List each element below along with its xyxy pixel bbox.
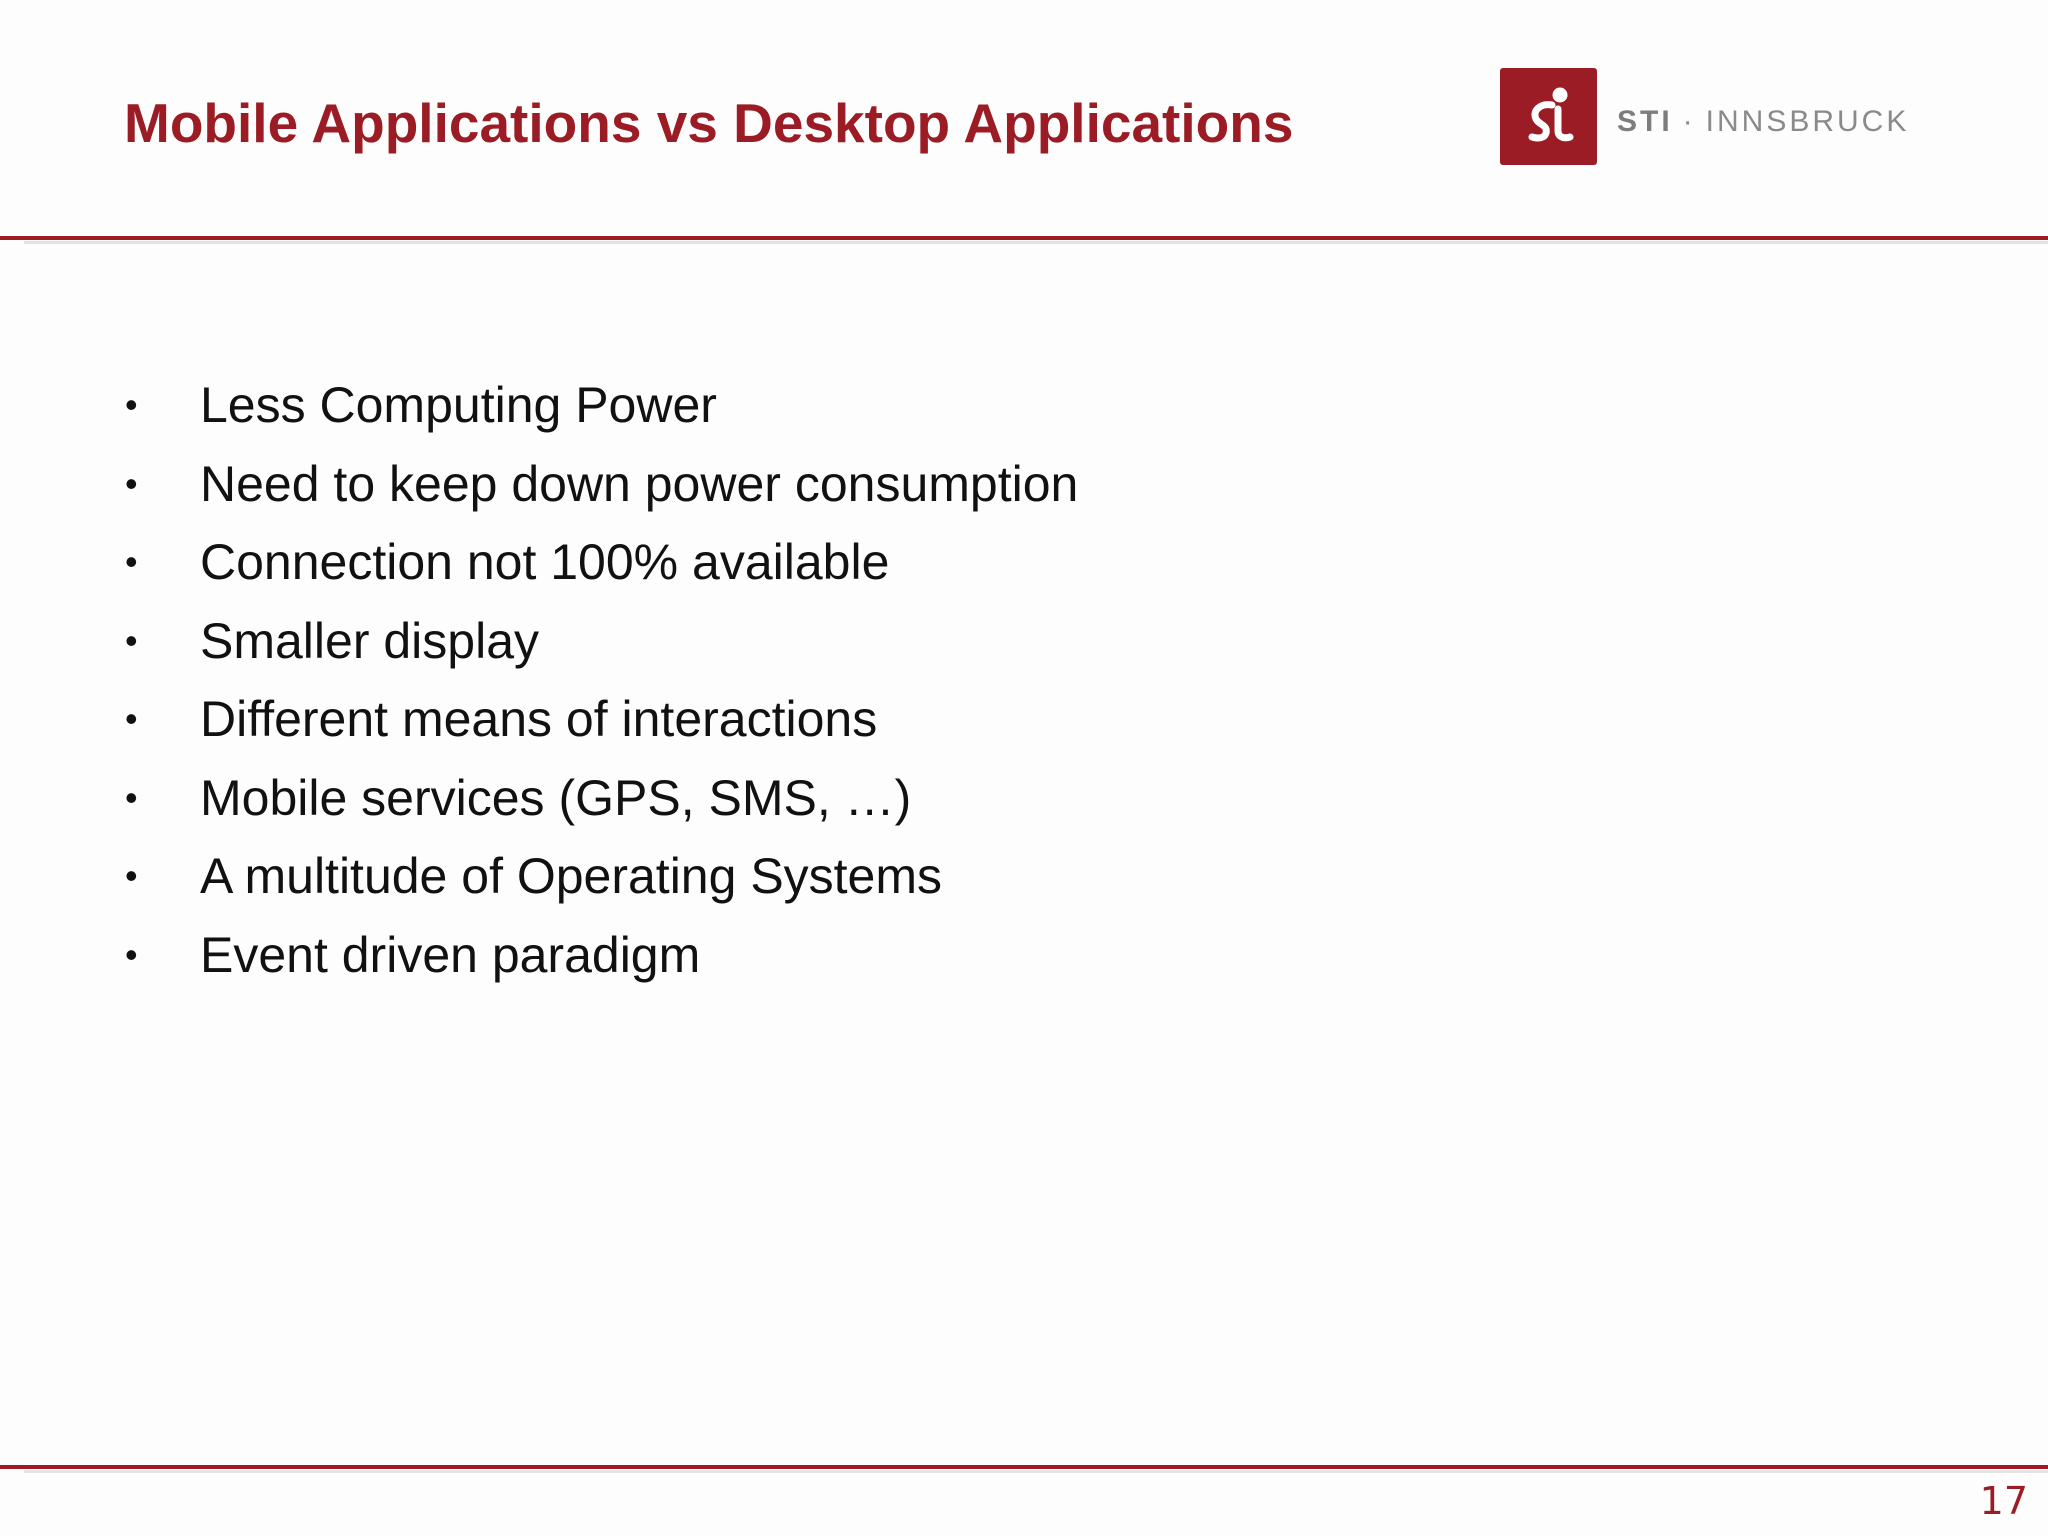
logo-separator: · [1682,105,1696,138]
list-item [120,916,1078,995]
bullet-icon: • [125,462,138,504]
list-item [120,759,1078,838]
list-item [120,445,1078,524]
bullet-text: Connection not 100% available [200,534,890,591]
bullet-icon: • [125,776,138,818]
list-item [120,680,1078,759]
header-divider [0,236,2048,240]
page-number: 17 [1979,1479,2028,1523]
bullet-list [120,366,1078,994]
list-item [120,837,1078,916]
sti-innsbruck-logo [1500,67,1909,165]
bullet-icon: • [125,541,138,583]
sti-logo-icon [1500,68,1597,165]
logo-location: INNSBRUCK [1705,105,1910,138]
bullet-icon: • [125,855,138,897]
bullet-text: Different means of interactions [200,691,878,748]
bullet-icon: • [125,619,138,661]
bullet-text: Smaller display [200,612,540,669]
bullet-icon: • [125,698,138,740]
list-item [120,602,1078,681]
bullet-text: Mobile services (GPS, SMS, …) [200,769,912,826]
footer-divider [0,1465,2048,1469]
bullet-text: A multitude of Operating Systems [200,848,943,905]
list-item [120,523,1078,602]
bullet-icon: • [125,933,138,975]
logo-brand: STI [1617,105,1673,138]
logo-wordmark [1617,93,1909,139]
slide-title: Mobile Applications vs Desktop Applications [124,92,1294,154]
list-item [120,366,1078,445]
bullet-text: Need to keep down power consumption [200,455,1079,512]
bullet-text: Event driven paradigm [200,926,701,983]
bullet-text: Less Computing Power [200,377,717,434]
bullet-icon: • [125,384,138,426]
